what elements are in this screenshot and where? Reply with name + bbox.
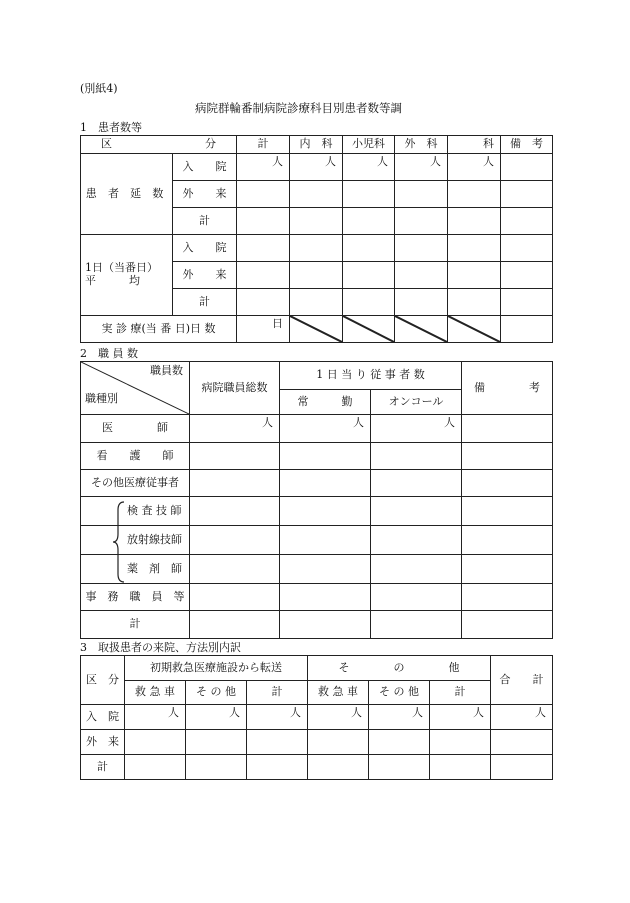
header-initial-transfer: 初期救急医療施設から転送 [125, 656, 308, 681]
row-lab-tech: 検 査 技 師 [81, 497, 190, 526]
row-group-daily-average [81, 235, 173, 316]
header-other: そ の 他 [308, 656, 491, 681]
header-bun: 分 [205, 137, 216, 150]
unit-cell: 人 [125, 705, 186, 730]
unit-cell: 人 [186, 705, 247, 730]
row-total: 計 [81, 755, 125, 780]
header-ku: 区 [101, 137, 112, 150]
unit-cell: 人 [371, 415, 462, 443]
unit-cell: 人 [448, 154, 501, 181]
row-doctor: 医 師 [81, 415, 190, 443]
unit-cell: 人 [237, 154, 290, 181]
unit-cell: 人 [491, 705, 553, 730]
unit-cell: 人 [395, 154, 448, 181]
row-inpatient: 入 院 [81, 705, 125, 730]
treatment-days-label: 実 診 療(当 番 日)日 数 [81, 316, 237, 343]
header-per-day: 1 日 当 り 従 事 者 数 [280, 362, 462, 390]
header-grand-total: 合 計 [491, 656, 553, 705]
diagonal-cell [290, 316, 343, 343]
diagonal-cell [395, 316, 448, 343]
header-ambulance: 救 急 車 [125, 681, 186, 705]
header-other-method: そ の 他 [186, 681, 247, 705]
header-fulltime: 常 勤 [280, 390, 371, 415]
diagonal-cell [343, 316, 395, 343]
header-internal: 内 科 [290, 136, 343, 154]
sub-outpatient: 外 来 [173, 262, 237, 289]
daily-average-line2: 平 均 [85, 274, 140, 287]
diagonal-cell [448, 316, 501, 343]
header-remarks: 備 考 [462, 362, 553, 415]
daily-average-line1: 1日（当番日） [85, 261, 158, 275]
unit-cell: 人 [430, 705, 491, 730]
row-nurse: 看 護 師 [81, 443, 190, 470]
row-radiology-tech: 放射線技師 [81, 526, 190, 555]
header-pediatrics: 小児科 [343, 136, 395, 154]
sub-inpatient: 入 院 [173, 235, 237, 262]
day-unit: 日 [237, 316, 290, 343]
unit-cell: 人 [280, 415, 371, 443]
header-other-method: そ の 他 [369, 681, 430, 705]
page-title: 病院群輪番制病院診療科目別患者数等調 [195, 101, 402, 115]
patient-count-table [80, 135, 553, 343]
staff-count-table [80, 361, 553, 639]
arrival-method-table [80, 655, 553, 780]
sub-outpatient: 外 来 [173, 181, 237, 208]
header-subtotal: 計 [247, 681, 308, 705]
unit-cell: 人 [308, 705, 369, 730]
row-other-medical: その他医療従事者 [81, 470, 190, 497]
row-outpatient: 外 来 [81, 730, 125, 755]
row-pharmacist: 薬 剤 師 [81, 555, 190, 584]
blank-cell [501, 154, 553, 181]
header-ambulance: 救 急 車 [308, 681, 369, 705]
sub-total: 計 [173, 208, 237, 235]
corner-top-label: 職員数 [150, 364, 183, 377]
corner-bottom-label: 職種別 [85, 392, 118, 406]
section2-heading: 2 職 員 数 [80, 347, 138, 360]
unit-cell: 人 [343, 154, 395, 181]
row-office-staff: 事 務 職 員 等 [81, 584, 190, 611]
header-remarks: 備 考 [501, 136, 553, 154]
header-subtotal: 計 [430, 681, 491, 705]
unit-cell: 人 [369, 705, 430, 730]
section1-heading: 1 患者数等 [80, 121, 142, 134]
header-surgery: 外 科 [395, 136, 448, 154]
header-kubun: 区 分 [81, 656, 125, 705]
section3-heading: 3 取扱患者の来院、方法別内訳 [80, 641, 241, 654]
header-total: 計 [237, 136, 290, 154]
sub-inpatient: 入 院 [173, 154, 237, 181]
unit-cell: 人 [290, 154, 343, 181]
attachment-label: (別紙4) [80, 82, 118, 95]
row-group-patient-days: 患 者 延 数 [81, 154, 173, 235]
corner-header [81, 362, 190, 415]
header-total-staff: 病院職員総数 [190, 362, 280, 415]
header-oncall: オンコール [371, 390, 462, 415]
sub-total: 計 [173, 289, 237, 316]
header-ka: 科 [448, 136, 501, 154]
header-kubun [81, 136, 237, 154]
brace-icon [112, 500, 126, 584]
row-staff-total: 計 [81, 611, 190, 639]
unit-cell: 人 [247, 705, 308, 730]
unit-cell: 人 [190, 415, 280, 443]
